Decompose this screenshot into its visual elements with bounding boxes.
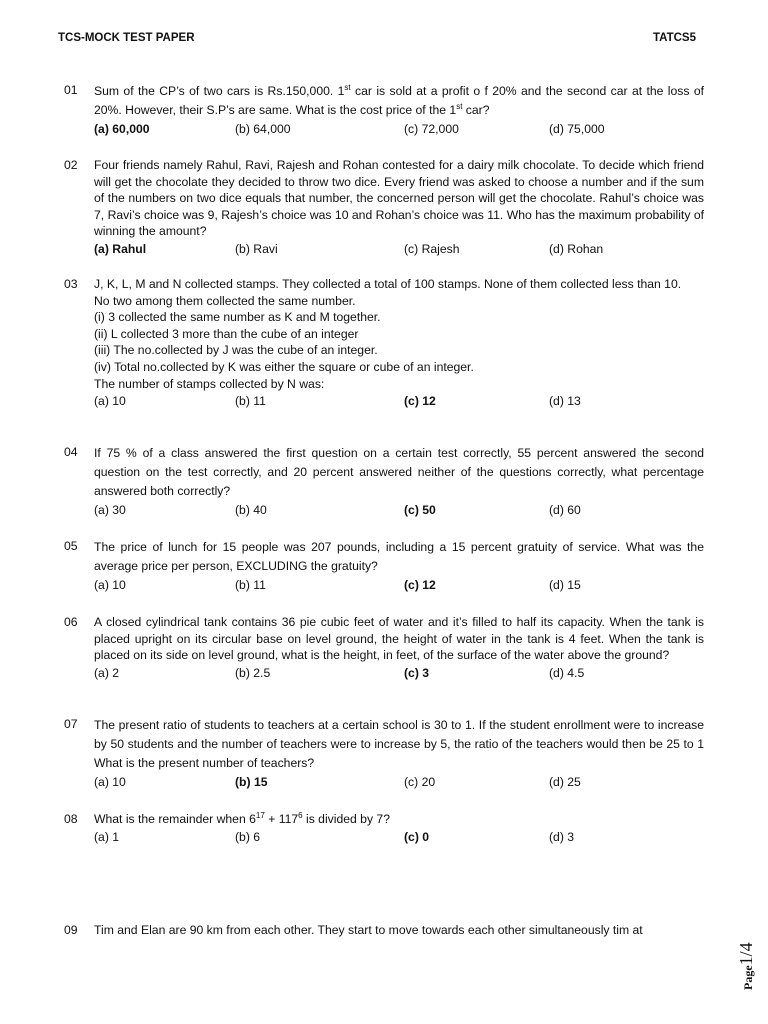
question-text: The present ratio of students to teachers at a certain school is 30 to 1. If the student enrollment were to increase by 50 students and the number of teachers were to increase by 5, the ratio of the teachers would then be 25 to 1 What is the present number of teachers? <box>94 718 704 770</box>
option-a: (a) 10 <box>94 775 126 789</box>
option-a: (a) Rahul <box>94 241 147 256</box>
option-c: (c) 12 <box>404 578 436 592</box>
question-7 <box>64 716 704 791</box>
option-b: (b) 64,000 <box>235 122 291 136</box>
question-text: A closed cylindrical tank contains 36 pie cubic feet of water and it’s filled to half its capacity. When the tank is placed upright on its circular base on level ground, the height of water in the tank is 4 feet. When the tank is placed on its side on level ground, what is the height, in feet, of the surface of the water above the ground? <box>94 615 704 663</box>
option-a: (a) 2 <box>94 665 120 680</box>
header-code: TATCS5 <box>652 32 696 44</box>
question-line: (ii) L collected 3 more than the cube of an integer <box>94 326 359 341</box>
question-text: J, K, L, M and N collected stamps. They collected a total of 100 stamps. None of them collected less than 10. <box>94 277 682 291</box>
option-b: (b) 11 <box>235 578 266 592</box>
question-text: Four friends namely Rahul, Ravi, Rajesh and Rohan contested for a dairy milk chocolate. To decide which friend will get the chocolate they decided to throw two dice. Every friend was asked to choose a number and if the sum of the numbers on two dice equals that number, the concerned person will get the chocolate. Rahul’s choice was 7, Ravi’s choice was 9, Rajesh’s choice was 10 and Rohan’s choice was 11. Who has the maximum probability of winning the amount? <box>94 158 704 239</box>
question-number: 05 <box>64 539 78 553</box>
question-number: 04 <box>64 445 78 459</box>
option-c: (c) 50 <box>404 503 436 517</box>
option-b: (b) Ravi <box>235 241 278 256</box>
option-b: (b) 40 <box>235 503 267 517</box>
question-text: If 75 % of a class answered the first question on a certain test correctly, 55 percent answered the second question on the test correctly, and 20 percent answered neither of the questions correctly, what percentage answered both correctly? <box>94 446 704 498</box>
question-line: (i) 3 collected the same number as K and M together. <box>94 310 381 325</box>
question-number: 02 <box>64 158 78 172</box>
option-a: (a) 60,000 <box>94 122 150 136</box>
question-text: Tim and Elan are 90 km from each other. They start to move towards each other simultaneously tim at <box>94 923 643 937</box>
answer-options <box>94 502 704 519</box>
answer-options <box>94 121 704 138</box>
answer-options <box>94 665 704 682</box>
option-c: (c) Rajesh <box>404 241 460 256</box>
page-label: Page <box>741 965 755 990</box>
question-line: No two among them collected the same number. <box>94 293 356 308</box>
option-c: (c) 3 <box>404 665 430 680</box>
question-8 <box>64 811 704 846</box>
option-a: (a) 10 <box>94 578 126 592</box>
option-d: (d) 13 <box>549 394 581 409</box>
option-b: (b) 15 <box>235 775 268 789</box>
question-6 <box>64 614 704 682</box>
question-line: (iii) The no.collected by J was the cube of an integer. <box>94 343 378 358</box>
option-b: (b) 11 <box>235 394 266 409</box>
page-number <box>736 930 756 990</box>
question-5 <box>64 538 704 594</box>
answer-options <box>94 829 704 846</box>
question-1 <box>64 82 704 138</box>
question-4 <box>64 444 704 519</box>
option-a: (a) 10 <box>94 394 126 409</box>
question-line: The number of stamps collected by N was: <box>94 376 325 391</box>
answer-options <box>94 774 704 791</box>
option-b: (b) 2.5 <box>235 665 271 680</box>
option-d: (d) Rohan <box>549 241 604 256</box>
option-c: (c) 12 <box>404 394 436 409</box>
question-line: (iv) Total no.collected by K was either the square or cube of an integer. <box>94 359 474 374</box>
question-text: Sum of the CP’s of two cars is Rs.150,000. 1st car is sold at a profit o f 20% and the second car at the loss of 20%. However, their S.P’s are same. What is the cost price of the 1st car? <box>94 83 704 117</box>
question-2 <box>64 157 704 258</box>
question-number: 08 <box>64 812 78 826</box>
page-count: 1/4 <box>736 942 756 966</box>
question-text: What is the remainder when $6^{17} + 117^6$ is divided by 7? <box>94 811 390 826</box>
answer-options <box>94 577 704 594</box>
option-d: (d) 3 <box>549 829 575 844</box>
option-a: (a) 30 <box>94 503 126 517</box>
option-c: (c) 0 <box>404 829 430 844</box>
option-d: (d) 15 <box>549 578 581 592</box>
option-c: (c) 72,000 <box>404 122 459 136</box>
option-c: (c) 20 <box>404 775 436 789</box>
option-d: (d) 25 <box>549 775 581 789</box>
option-a: (a) 1 <box>94 829 120 844</box>
question-3 <box>64 276 704 410</box>
question-number: 09 <box>64 923 78 937</box>
question-number: 01 <box>64 83 78 97</box>
header-title: TCS-MOCK TEST PAPER <box>58 32 195 44</box>
page-header <box>58 32 696 50</box>
question-text: The price of lunch for 15 people was 207 pounds, including a 15 percent gratuity of service. What was the average price per person, EXCLUDING the gratuity? <box>94 540 704 573</box>
option-d: (d) 60 <box>549 503 581 517</box>
option-b: (b) 6 <box>235 829 261 844</box>
option-d: (d) 4.5 <box>549 665 585 680</box>
answer-options <box>94 393 704 410</box>
question-number: 07 <box>64 717 78 731</box>
answer-options <box>94 241 704 258</box>
question-number: 06 <box>64 615 78 629</box>
question-number: 03 <box>64 277 78 291</box>
question-9 <box>64 922 704 939</box>
option-d: (d) 75,000 <box>549 122 605 136</box>
